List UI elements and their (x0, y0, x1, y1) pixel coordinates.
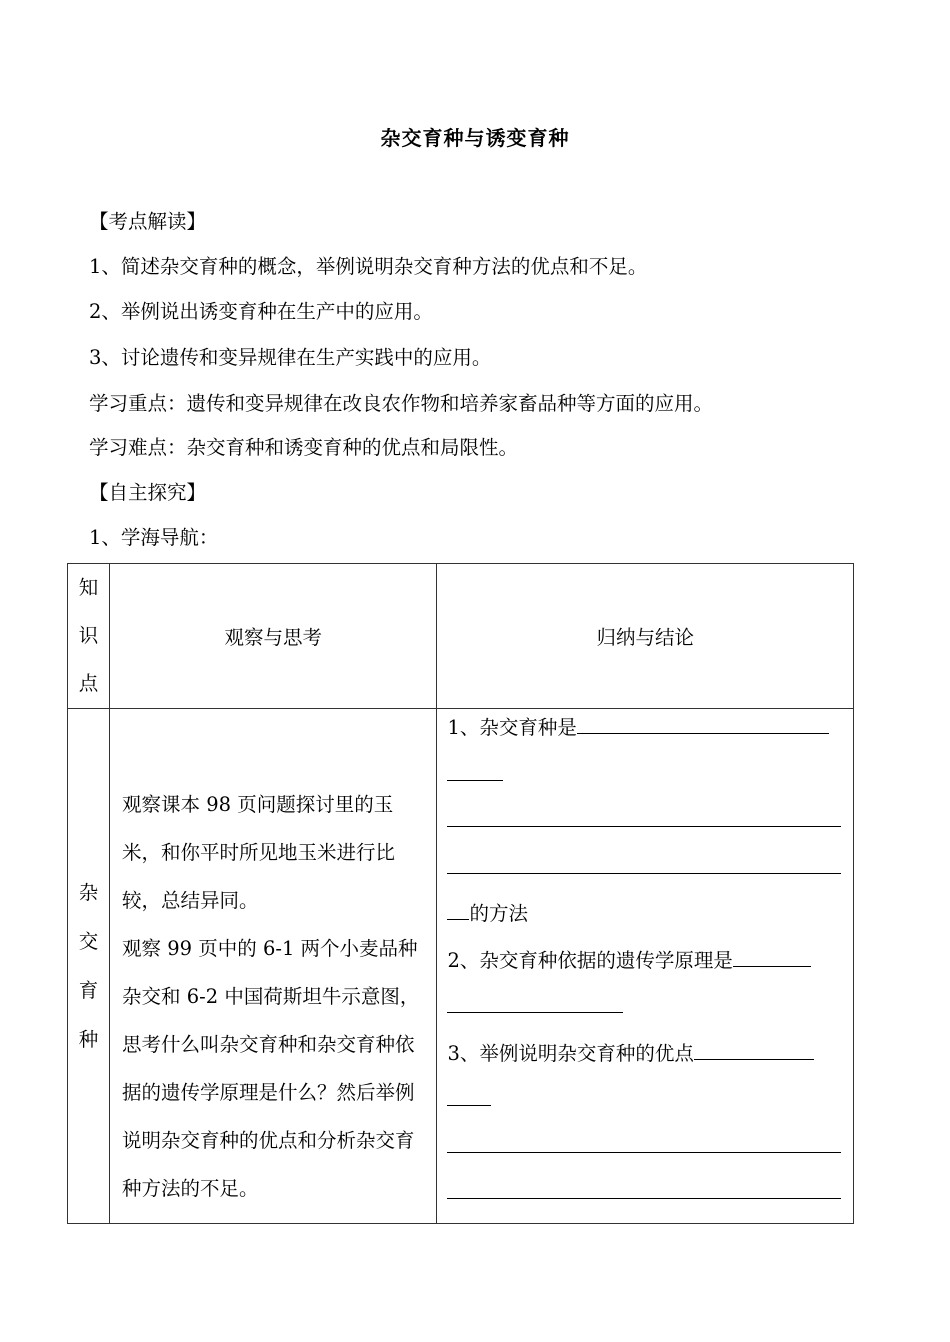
study-table (67, 563, 854, 1224)
observation-paragraph-2: 观察 99 页中的 6-1 两个小麦品种杂交和 6-2 中国荷斯坦牛示意图，思考什么叫杂交育种和杂交育种依据的遗传学原理是什么？然后举例说明杂交育种的优点和分析杂交育种方法的不足。 (122, 937, 420, 1200)
answer-blank[interactable] (447, 804, 841, 827)
question-3-label: 3、举例说明杂交育种的优点 (447, 1041, 694, 1065)
header-knowledge-point (68, 564, 110, 709)
header-summary-conclusion: 归纳与结论 (437, 564, 854, 709)
question-1-label: 1、杂交育种是 (447, 716, 577, 739)
answer-blank[interactable] (447, 990, 623, 1013)
section-heading-exam-points: 【考点解读】 (89, 210, 207, 233)
learning-difficulty: 学习难点：杂交育种和诱变育种的优点和局限性。 (89, 436, 519, 459)
table-header-row (68, 564, 854, 709)
answer-blank[interactable] (447, 1130, 841, 1153)
topic-char: 育 (78, 978, 99, 1002)
topic-char: 交 (78, 929, 99, 953)
section-heading-self-study: 【自主探究】 (89, 481, 207, 504)
observation-paragraph-1: 观察课本 98 页问题探讨里的玉米，和你平时所见地玉米进行比较，总结异同。 (122, 793, 396, 912)
question-1-suffix: 的方法 (469, 902, 528, 925)
header-char: 知 (78, 576, 99, 599)
question-2-label: 2、杂交育种依据的遗传学原理是 (447, 948, 733, 972)
learning-focus: 学习重点：遗传和变异规律在改良农作物和培养家畜品种等方面的应用。 (89, 392, 714, 415)
answer-blank[interactable] (447, 758, 503, 781)
answer-blank[interactable] (577, 711, 829, 734)
table-row (68, 709, 854, 1224)
conclusion-cell (437, 709, 854, 1224)
header-char: 识 (78, 624, 99, 647)
exam-point-1: 1、简述杂交育种的概念，举例说明杂交育种方法的优点和不足。 (89, 255, 648, 278)
answer-blank[interactable] (733, 944, 811, 967)
observation-cell (110, 709, 437, 1224)
answer-blank[interactable] (694, 1037, 814, 1060)
answer-blank[interactable] (447, 1083, 491, 1106)
answer-blank[interactable] (447, 851, 841, 874)
answer-blank[interactable] (447, 1176, 841, 1199)
study-guide-heading: 1、学海导航： (89, 526, 219, 549)
exam-point-2: 2、举例说出诱变育种在生产中的应用。 (89, 300, 433, 323)
page-title: 杂交育种与诱变育种 (380, 126, 570, 150)
topic-char: 杂 (78, 880, 99, 904)
answer-blank[interactable] (447, 897, 469, 920)
topic-char: 种 (78, 1027, 99, 1051)
header-observe-think: 观察与思考 (110, 564, 437, 709)
topic-cell (68, 709, 110, 1224)
exam-point-3: 3、讨论遗传和变异规律在生产实践中的应用。 (89, 346, 492, 369)
header-char: 点 (78, 672, 99, 695)
